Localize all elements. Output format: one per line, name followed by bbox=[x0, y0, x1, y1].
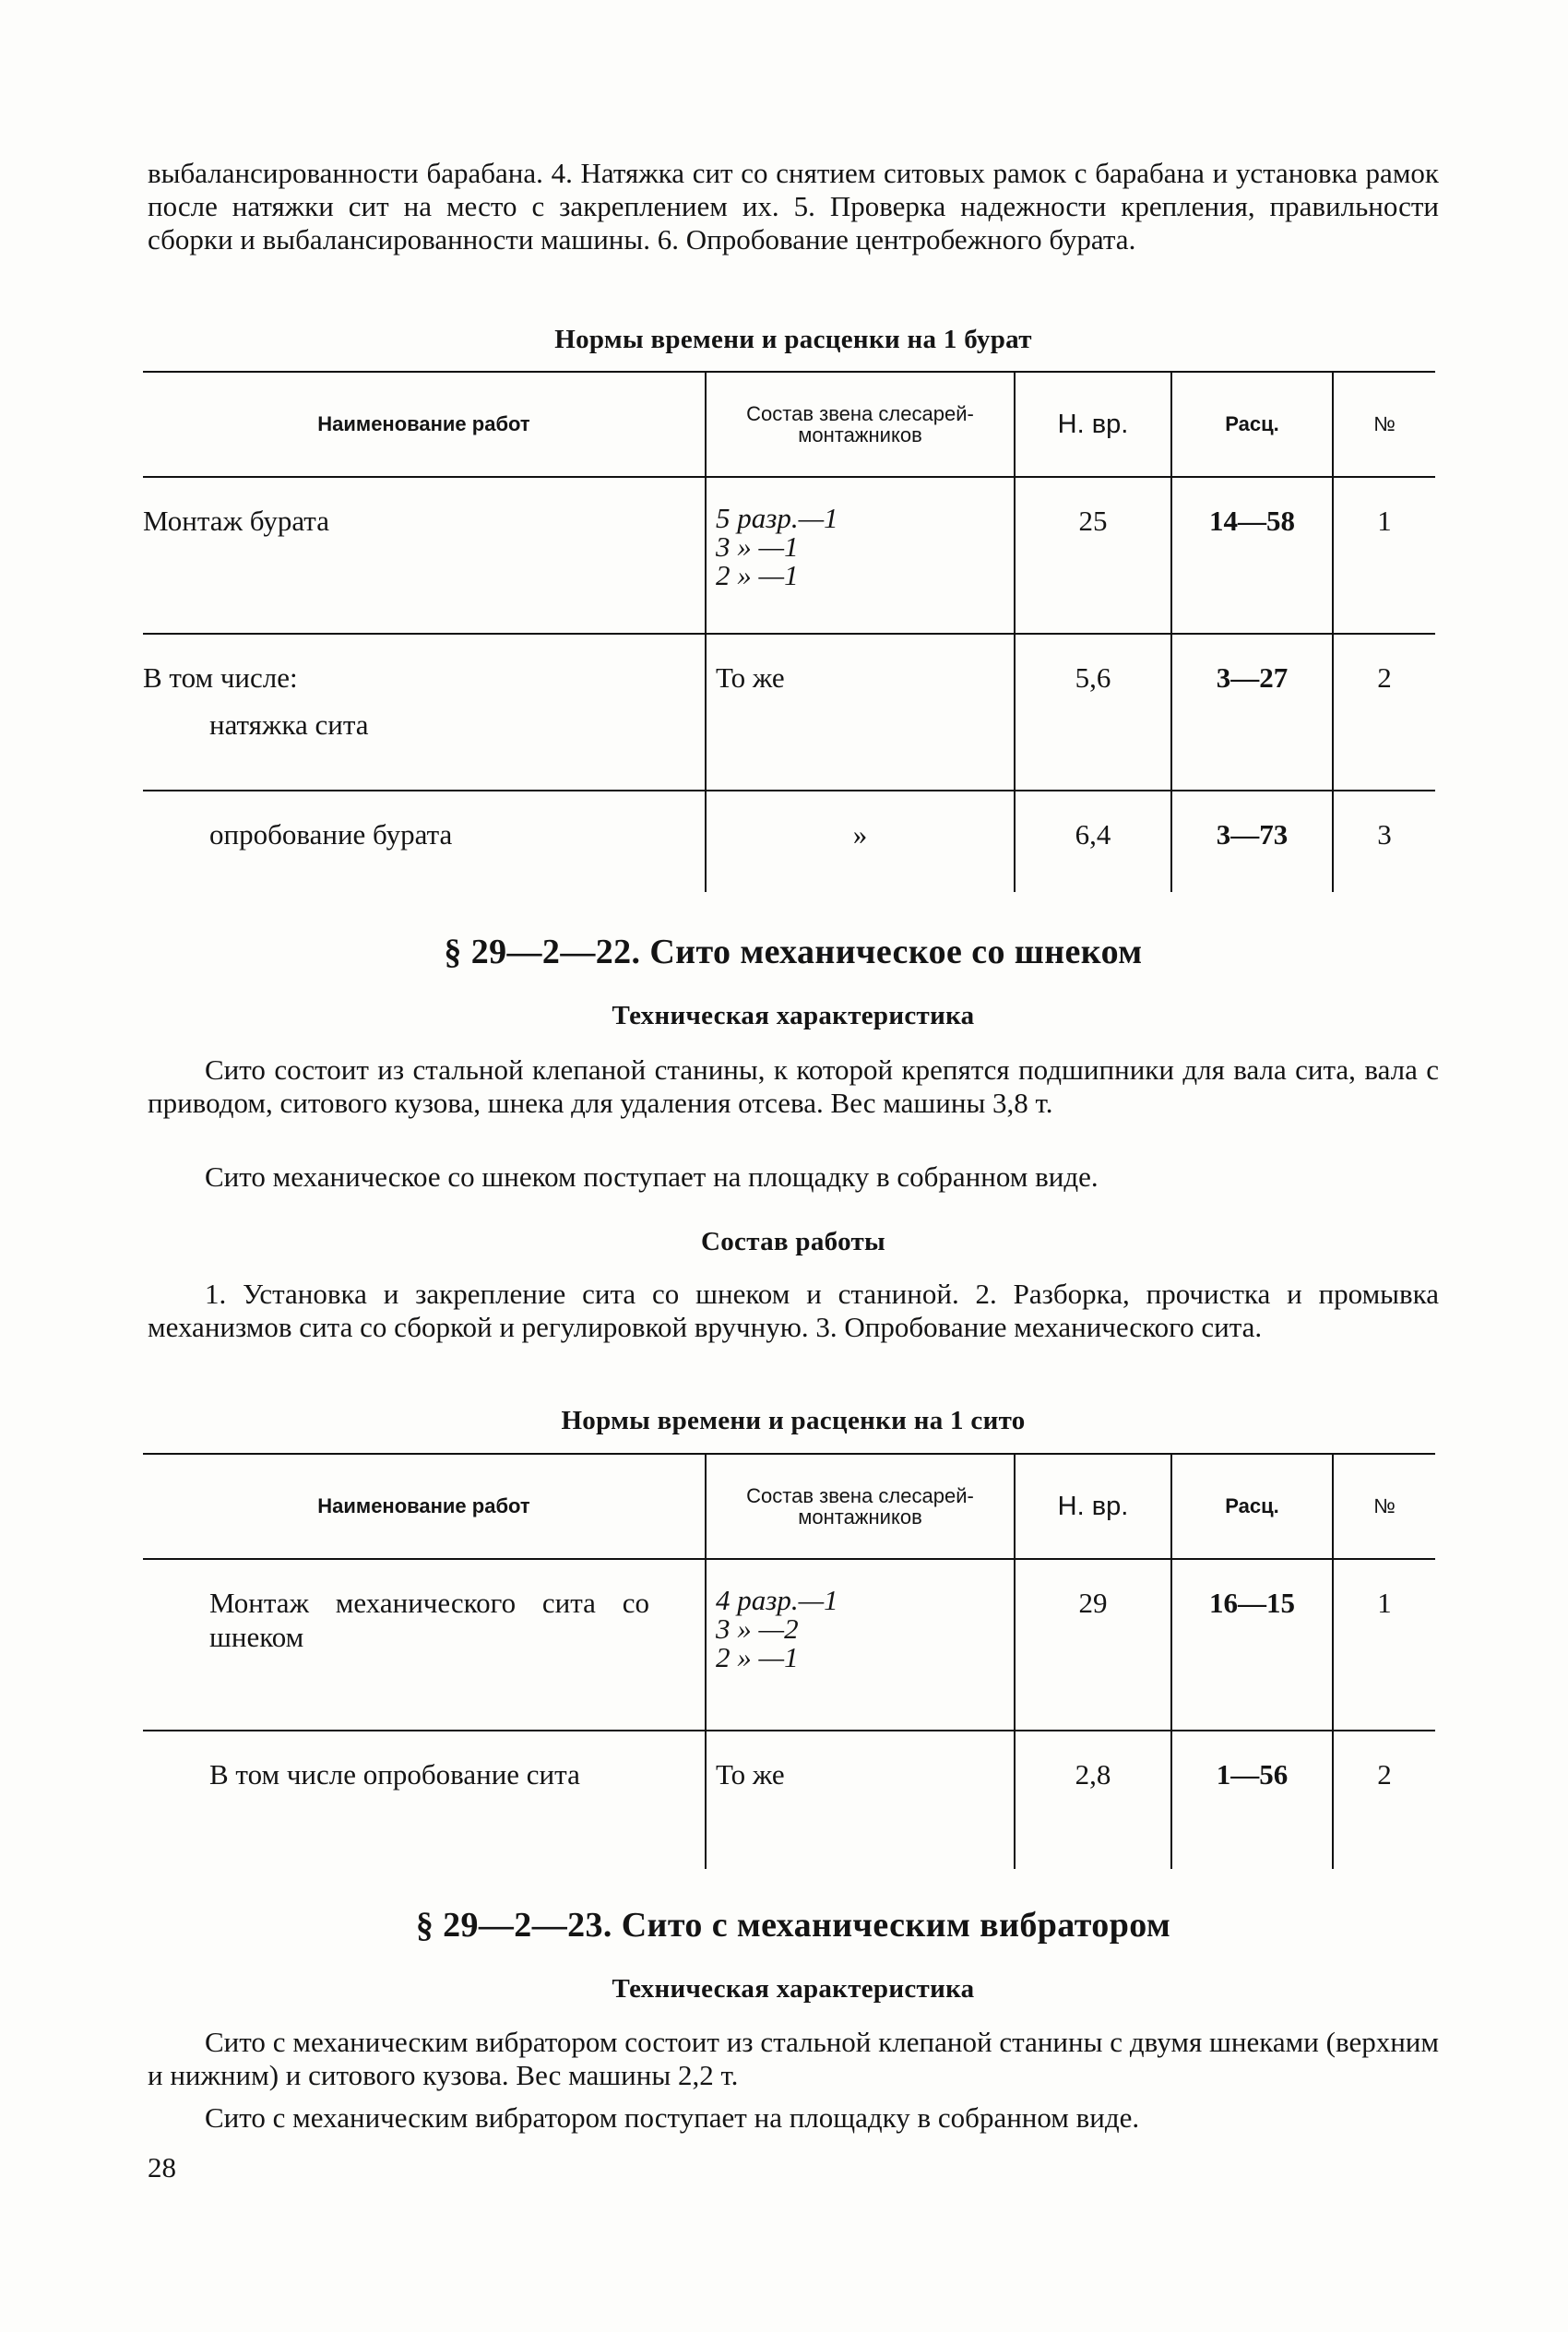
rate-value: 16—15 bbox=[1171, 1559, 1333, 1731]
norms-table-2 bbox=[143, 1453, 1435, 1869]
header-rate: Расц. bbox=[1171, 1454, 1333, 1559]
crew-cell: То же bbox=[706, 634, 1015, 791]
crew-line: 3 » —1 bbox=[716, 530, 799, 563]
crew-list bbox=[716, 1586, 1004, 1672]
time-norm: 2,8 bbox=[1015, 1731, 1171, 1869]
section-23-delivery-paragraph: Сито с механическим вибратором поступает на площадку в собранном виде. bbox=[205, 2101, 1140, 2134]
work-name-sub: натяжка сита bbox=[209, 708, 369, 742]
header-work-name: Наименование работ bbox=[317, 412, 530, 436]
table-row bbox=[143, 634, 1435, 791]
rate-value: 3—27 bbox=[1171, 634, 1333, 791]
intro-paragraph: выбалансированности барабана. 4. Натяжка сит со снятием ситовых рамок с барабана и установка рамок после натяжки сит на место с закреплением их. 5. Проверка надежности крепления, правильности сборки и выбалансированности машины. 6. Опробование центробежного бурата. bbox=[148, 157, 1439, 256]
page-number: 28 bbox=[148, 2151, 176, 2183]
section-23-spec-paragraph: Сито с механическим вибратором состоит из стальной клепаной станины с двумя шнеками (верхним и нижним) и ситового кузова. Вес машины 2,2 т. bbox=[148, 2026, 1439, 2091]
crew-cell: То же bbox=[706, 1731, 1015, 1869]
time-norm: 6,4 bbox=[1015, 791, 1171, 892]
header-rate: Расц. bbox=[1171, 372, 1333, 477]
header-work-name: Наименование работ bbox=[317, 1494, 530, 1518]
header-time: Н. вр. bbox=[1015, 1454, 1171, 1559]
section-22-work-paragraph: 1. Установка и закрепление сита со шнеком и станиной. 2. Разборка, прочистка и промывка механизмов сита со сборкой и регулировкой вручную. 3. Опробование механического сита. bbox=[148, 1278, 1439, 1343]
crew-line: 5 разр.—1 bbox=[716, 502, 838, 534]
crew-line: 2 » —1 bbox=[716, 1641, 799, 1673]
section-22-delivery-paragraph: Сито механическое со шнеком поступает на площадку в собранном виде. bbox=[205, 1160, 1099, 1193]
header-number: № bbox=[1333, 1454, 1435, 1559]
header-number: № bbox=[1333, 372, 1435, 477]
table-row bbox=[143, 1731, 1435, 1869]
section-23-title: § 29—2—23. Сито с механическим вибратором bbox=[415, 1906, 1171, 1945]
section-22-spec-paragraph: Сито состоит из стальной клепаной станины, к которой крепятся подшипники для вала сита, вала с приводом, ситового кузова, шнека для удаления отсева. Вес машины 3,8 т. bbox=[148, 1053, 1439, 1119]
table-row bbox=[143, 477, 1435, 634]
work-name-cell bbox=[143, 634, 706, 791]
section-22-work-heading: Состав работы bbox=[701, 1227, 885, 1256]
section-22-title: § 29—2—22. Сито механическое со шнеком bbox=[444, 933, 1143, 971]
section-23-spec-heading: Техническая характеристика bbox=[612, 1974, 975, 2004]
table-header-row bbox=[143, 1454, 1435, 1559]
time-norm: 25 bbox=[1015, 477, 1171, 634]
row-number: 2 bbox=[1333, 1731, 1435, 1869]
work-name: Монтаж механического сита со шнеком bbox=[209, 1587, 649, 1654]
norms-table-1 bbox=[143, 371, 1435, 892]
crew-list bbox=[716, 504, 1004, 589]
crew-line: 4 разр.—1 bbox=[716, 1584, 838, 1616]
rate-value: 14—58 bbox=[1171, 477, 1333, 634]
crew-line: 3 » —2 bbox=[716, 1612, 799, 1645]
section-22-spec-heading: Техническая характеристика bbox=[612, 1001, 975, 1030]
header-crew: Состав звена слесарей-монтажников bbox=[706, 372, 1015, 477]
time-norm: 29 bbox=[1015, 1559, 1171, 1731]
row-number: 1 bbox=[1333, 477, 1435, 634]
crew-cell: » bbox=[706, 791, 1015, 892]
row-number: 1 bbox=[1333, 1559, 1435, 1731]
table-header-row bbox=[143, 372, 1435, 477]
table-row bbox=[143, 791, 1435, 892]
table-2-caption: Нормы времени и расценки на 1 сито bbox=[561, 1406, 1026, 1435]
work-name: В том числе: bbox=[143, 661, 298, 694]
time-norm: 5,6 bbox=[1015, 634, 1171, 791]
rate-value: 3—73 bbox=[1171, 791, 1333, 892]
table-row bbox=[143, 1559, 1435, 1731]
work-name-sub: опробование бурата bbox=[209, 818, 453, 851]
table-1-caption: Нормы времени и расценки на 1 бурат bbox=[554, 325, 1032, 354]
crew-cell bbox=[706, 1559, 1015, 1731]
work-name: Монтаж бурата bbox=[143, 505, 329, 537]
crew-cell bbox=[706, 477, 1015, 634]
header-crew: Состав звена слесарей-монтажников bbox=[706, 1454, 1015, 1559]
row-number: 3 bbox=[1333, 791, 1435, 892]
rate-value: 1—56 bbox=[1171, 1731, 1333, 1869]
crew-line: 2 » —1 bbox=[716, 559, 799, 591]
work-name: В том числе опробование сита bbox=[209, 1758, 580, 1791]
row-number: 2 bbox=[1333, 634, 1435, 791]
header-time: Н. вр. bbox=[1015, 372, 1171, 477]
